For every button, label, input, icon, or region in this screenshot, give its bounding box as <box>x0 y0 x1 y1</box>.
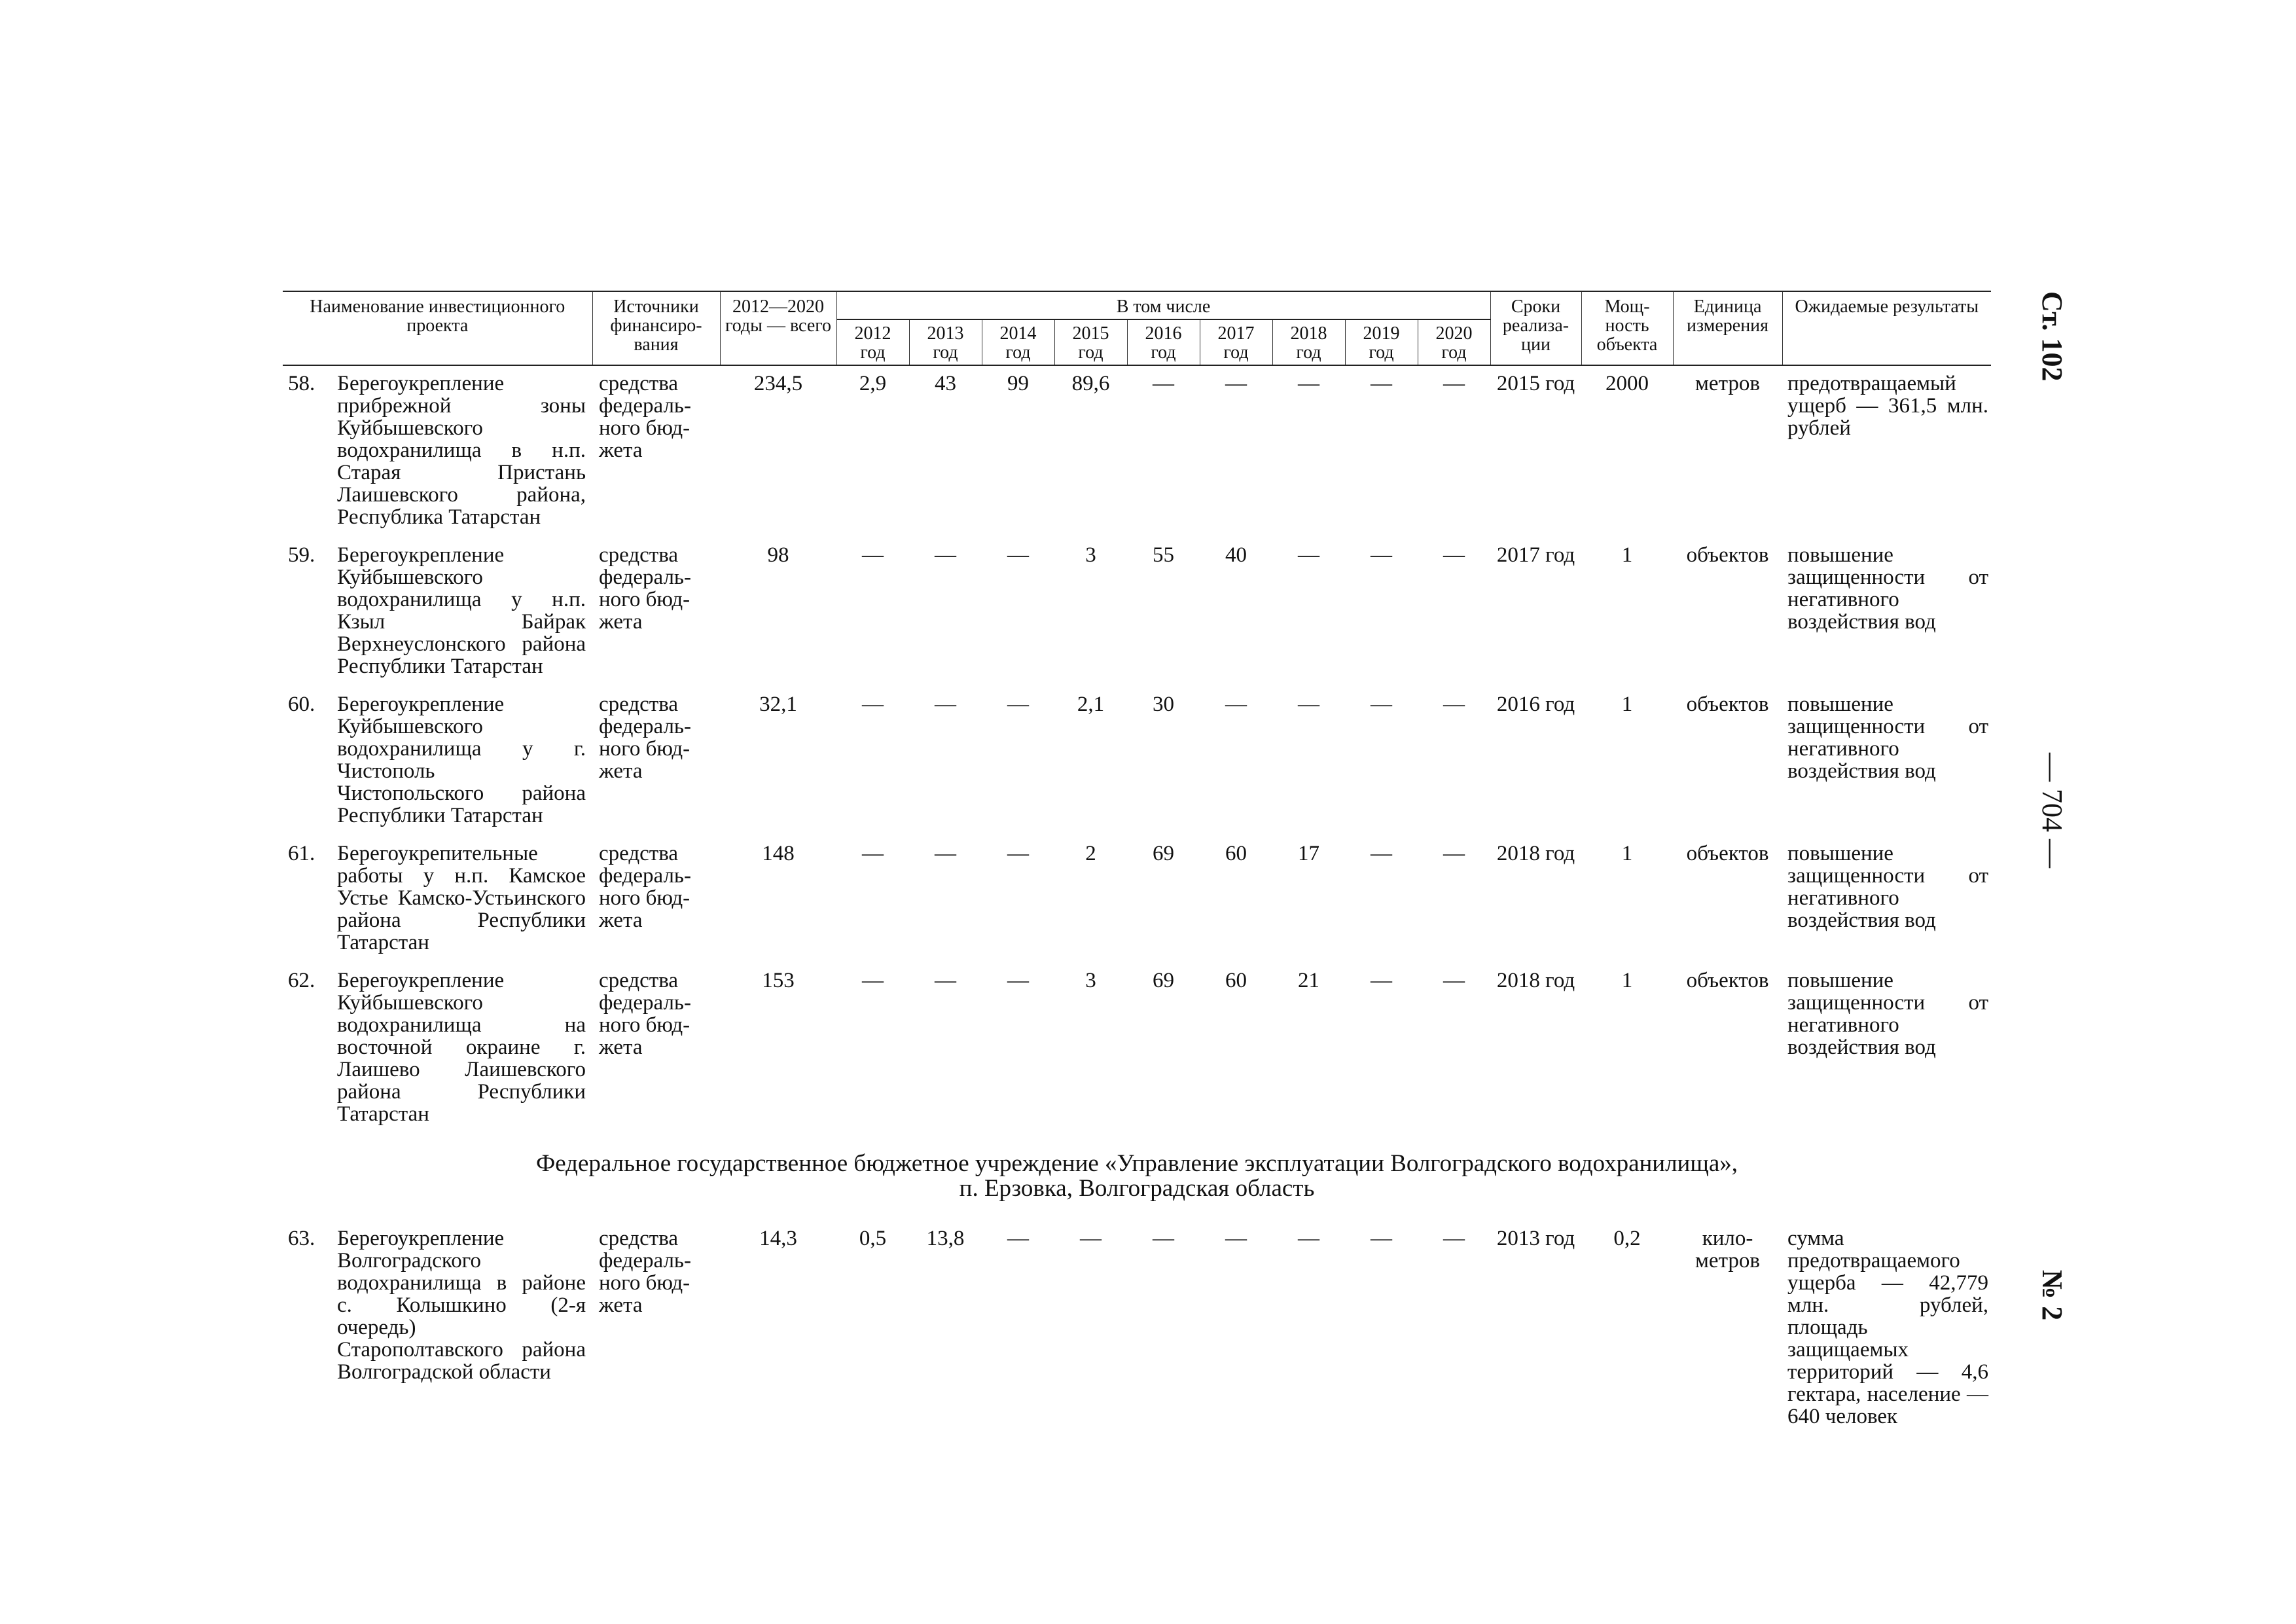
year-amount: 13,8 <box>926 1227 965 1250</box>
year-amount: 2 <box>1085 842 1096 865</box>
header-total: 2012—2020 годы — всего <box>720 291 836 365</box>
year-amount: — <box>1298 1227 1319 1250</box>
year-amount: — <box>1298 372 1319 395</box>
year-amount: — <box>1371 543 1392 567</box>
header-year-number: 2018 <box>1290 323 1327 344</box>
year-amount: 69 <box>1153 969 1174 992</box>
year-amount: — <box>1007 693 1029 716</box>
page-number: — 704 — <box>2036 753 2068 868</box>
table-row <box>283 537 1991 687</box>
funding-source: средства федераль-ного бюд-жета <box>599 842 691 932</box>
object-capacity: 1 <box>1621 969 1633 992</box>
funding-source: средства федераль-ного бюд-жета <box>599 1227 691 1317</box>
year-amount: 2,9 <box>859 372 887 395</box>
year-amount: — <box>1371 842 1392 865</box>
row-number: 59. <box>288 543 315 567</box>
row-number: 58. <box>288 372 315 395</box>
year-amount: — <box>1371 372 1392 395</box>
measurement-unit: объектов <box>1686 543 1769 567</box>
header-year-number: 2013 <box>927 323 964 344</box>
implementation-term: 2017 год <box>1496 543 1575 567</box>
year-amount: 69 <box>1153 842 1174 865</box>
project-name-cell <box>283 537 592 687</box>
header-year-word: год <box>1223 342 1249 363</box>
object-capacity: 1 <box>1621 842 1633 865</box>
object-capacity: 0,2 <box>1613 1227 1641 1250</box>
header-year-2015 <box>1054 319 1127 365</box>
header-year-number: 2012 <box>854 323 891 344</box>
header-year-2018 <box>1272 319 1345 365</box>
funding-source: средства федераль-ного бюд-жета <box>599 693 691 783</box>
header-year-2014 <box>982 319 1054 365</box>
header-year-2016 <box>1127 319 1200 365</box>
expected-result: повышение защищенности от негативного воздействия вод <box>1787 842 1989 932</box>
table-header <box>283 291 1991 365</box>
total-amount: 148 <box>762 842 795 865</box>
expected-result: повышение защищенности от негативного воздействия вод <box>1787 693 1989 783</box>
header-year-2019 <box>1345 319 1418 365</box>
funding-source: средства федераль-ного бюд-жета <box>599 969 691 1059</box>
year-amount: 40 <box>1225 543 1247 567</box>
year-amount: 21 <box>1298 969 1319 992</box>
expected-result: сумма предотвращаемого ущерба — 42,779 млн. рублей, площадь защищаемых территорий — 4,6 гектара, население — 640 человек <box>1787 1227 1989 1428</box>
year-amount: — <box>1371 1227 1392 1250</box>
header-sources: Источники финансиро-вания <box>592 291 720 365</box>
year-amount: — <box>1225 372 1247 395</box>
year-amount: — <box>1225 693 1247 716</box>
page-side-label-top: Ст. 102 <box>2036 291 2068 382</box>
expected-result: повышение защищенности от негативного воздействия вод <box>1787 543 1989 634</box>
year-amount: — <box>1443 543 1465 567</box>
implementation-term: 2018 год <box>1496 969 1575 992</box>
year-amount: 43 <box>935 372 956 395</box>
year-amount: — <box>1371 969 1392 992</box>
header-year-number: 2015 <box>1072 323 1109 344</box>
header-year-2017 <box>1200 319 1272 365</box>
measurement-unit: объектов <box>1686 842 1769 865</box>
table-row <box>283 963 1991 1134</box>
measurement-unit: объектов <box>1686 969 1769 992</box>
year-amount: — <box>1443 693 1465 716</box>
year-amount: — <box>1443 842 1465 865</box>
header-year-2012 <box>836 319 909 365</box>
implementation-term: 2015 год <box>1496 372 1575 395</box>
implementation-term: 2018 год <box>1496 842 1575 865</box>
funding-source: средства федераль-ного бюд-жета <box>599 372 691 462</box>
measurement-unit: метров <box>1695 372 1760 395</box>
year-amount: — <box>862 693 884 716</box>
header-year-word: год <box>933 342 958 363</box>
year-amount: — <box>1007 969 1029 992</box>
object-capacity: 2000 <box>1605 372 1649 395</box>
header-year-number: 2014 <box>999 323 1037 344</box>
table-row <box>283 1221 1991 1437</box>
year-amount: 0,5 <box>859 1227 887 1250</box>
measurement-unit: объектов <box>1686 693 1769 716</box>
year-amount: — <box>935 543 956 567</box>
project-name-cell <box>283 365 592 537</box>
year-amount: — <box>935 693 956 716</box>
header-year-word: год <box>1078 342 1103 363</box>
row-number: 63. <box>288 1227 315 1250</box>
year-amount: — <box>862 543 884 567</box>
year-amount: — <box>1298 543 1319 567</box>
header-year-2013 <box>909 319 982 365</box>
year-amount: — <box>1080 1227 1102 1250</box>
year-amount: — <box>935 969 956 992</box>
header-name: Наименование инвестиционного проекта <box>283 291 592 365</box>
header-unit: Единица измерения <box>1673 291 1782 365</box>
table-row <box>283 836 1991 963</box>
year-amount: — <box>1007 1227 1029 1250</box>
project-name: Берегоукрепительные работы у н.п. Камское Устье Камско-Устьинского района Республики Татарстан <box>337 842 586 954</box>
section-heading-line-2: п. Ерзовка, Волгоградская область <box>959 1175 1315 1202</box>
year-amount: — <box>1443 372 1465 395</box>
project-name-cell <box>283 836 592 963</box>
header-year-word: год <box>1005 342 1031 363</box>
measurement-unit: кило-метров <box>1695 1227 1760 1272</box>
header-year-2020 <box>1418 319 1490 365</box>
header-year-word: год <box>1296 342 1321 363</box>
header-year-number: 2020 <box>1435 323 1473 344</box>
table-row <box>283 365 1991 537</box>
year-amount: 55 <box>1153 543 1174 567</box>
section-heading-line-1: Федеральное государственное бюджетное учреждение «Управление эксплуатации Волгоградского водохранилища», <box>535 1150 1738 1177</box>
header-terms: Сроки реализа-ции <box>1490 291 1581 365</box>
header-year-word: год <box>860 342 886 363</box>
object-capacity: 1 <box>1621 543 1633 567</box>
row-number: 62. <box>288 969 315 992</box>
header-year-number: 2019 <box>1363 323 1400 344</box>
header-year-number: 2017 <box>1217 323 1255 344</box>
year-amount: 30 <box>1153 693 1174 716</box>
year-amount: 17 <box>1298 842 1319 865</box>
header-including: В том числе <box>836 291 1490 319</box>
year-amount: 89,6 <box>1071 372 1110 395</box>
header-year-word: год <box>1151 342 1176 363</box>
year-amount: 2,1 <box>1077 693 1105 716</box>
year-amount: — <box>935 842 956 865</box>
year-amount: — <box>862 969 884 992</box>
year-amount: — <box>1443 1227 1465 1250</box>
funding-source: средства федераль-ного бюд-жета <box>599 543 691 634</box>
implementation-term: 2013 год <box>1496 1227 1575 1250</box>
section-heading <box>283 1134 1991 1221</box>
header-year-word: год <box>1369 342 1394 363</box>
project-name: Берегоукрепление Куйбышевского водохранилища у г. Чистополь Чистопольского района Республики Татарстан <box>337 693 586 827</box>
total-amount: 234,5 <box>753 372 803 395</box>
expected-result: повышение защищенности от негативного воздействия вод <box>1787 969 1989 1059</box>
project-name-cell <box>283 687 592 836</box>
total-amount: 153 <box>762 969 795 992</box>
project-name-cell <box>283 1221 592 1437</box>
project-name: Берегоукрепление Волгоградского водохранилища в районе с. Колышкино (2-я очередь) Старополтавского района Волгоградской области <box>337 1227 586 1384</box>
header-results: Ожидаемые результаты <box>1782 291 1991 365</box>
table-row <box>283 687 1991 836</box>
year-amount: — <box>1007 543 1029 567</box>
header-power: Мощ-ность объекта <box>1581 291 1673 365</box>
total-amount: 14,3 <box>759 1227 797 1250</box>
project-name: Берегоукрепление Куйбышевского водохранилища у н.п. Кзыл Байрак Верхнеуслонского района Республики Татарстан <box>337 543 586 678</box>
investment-projects-table <box>283 291 1991 1437</box>
object-capacity: 1 <box>1621 693 1633 716</box>
year-amount: — <box>1225 1227 1247 1250</box>
row-number: 60. <box>288 693 315 716</box>
year-amount: — <box>1443 969 1465 992</box>
project-name: Берегоукрепление прибрежной зоны Куйбышевского водохранилища в н.п. Старая Пристань Лаишевского района, Республика Татарстан <box>337 372 586 529</box>
row-number: 61. <box>288 842 315 865</box>
section-heading-row <box>283 1134 1991 1221</box>
header-year-word: год <box>1441 342 1467 363</box>
year-amount: 60 <box>1225 842 1247 865</box>
year-amount: — <box>1007 842 1029 865</box>
page-side-label-bottom: № 2 <box>2036 1270 2068 1321</box>
project-name-cell <box>283 963 592 1134</box>
year-amount: 99 <box>1007 372 1029 395</box>
year-amount: 3 <box>1085 969 1096 992</box>
expected-result: предотвращаемый ущерб — 361,5 млн. рублей <box>1787 372 1989 440</box>
total-amount: 98 <box>767 543 789 567</box>
table-body <box>283 365 1991 1437</box>
year-amount: — <box>1153 1227 1174 1250</box>
year-amount: — <box>1153 372 1174 395</box>
project-name: Берегоукрепление Куйбышевского водохранилища на восточной окраине г. Лаишево Лаишевского района Республики Татарстан <box>337 969 586 1126</box>
year-amount: — <box>862 842 884 865</box>
implementation-term: 2016 год <box>1496 693 1575 716</box>
year-amount: — <box>1371 693 1392 716</box>
header-year-number: 2016 <box>1145 323 1182 344</box>
year-amount: 60 <box>1225 969 1247 992</box>
year-amount: — <box>1298 693 1319 716</box>
year-amount: 3 <box>1085 543 1096 567</box>
total-amount: 32,1 <box>759 693 797 716</box>
